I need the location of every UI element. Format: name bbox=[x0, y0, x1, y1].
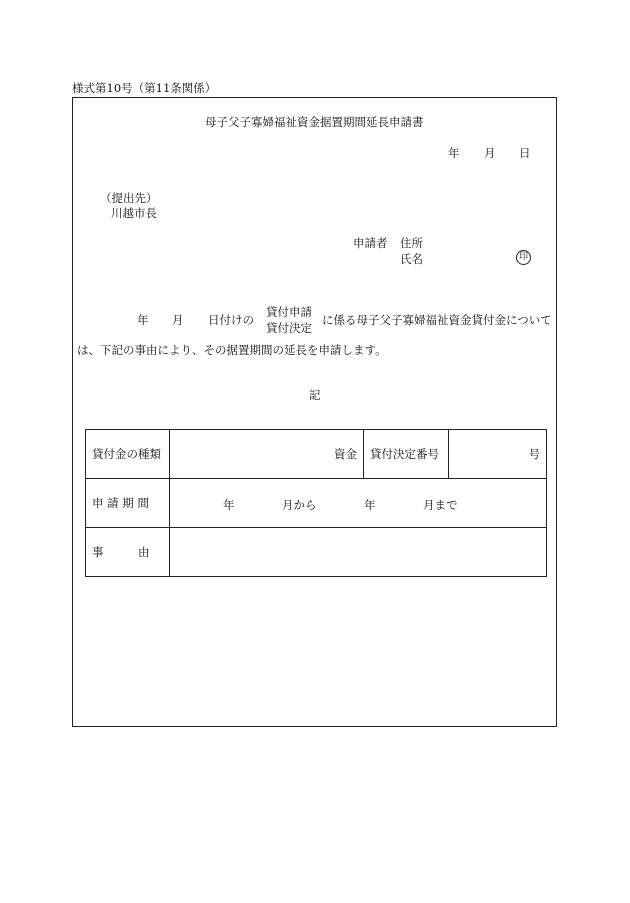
reason-label: 事 由 bbox=[86, 528, 170, 577]
body-date-suffix: 日付けの bbox=[208, 313, 254, 327]
application-table bbox=[85, 429, 547, 577]
period-from: 月から bbox=[282, 498, 317, 512]
ki-heading: 記 bbox=[309, 388, 321, 402]
table-row bbox=[86, 430, 547, 479]
period-label-text: 申 請 期 間 bbox=[92, 496, 149, 510]
applicant-label: 申請者 bbox=[353, 236, 388, 250]
body-line2: は、下記の事由により、その据置期間の延長を申請します。 bbox=[77, 343, 387, 357]
date-day: 日 bbox=[519, 146, 531, 160]
period-year2: 年 bbox=[364, 498, 376, 512]
reason-field[interactable] bbox=[170, 528, 547, 577]
body-year: 年 bbox=[137, 313, 149, 327]
period-year1: 年 bbox=[223, 498, 235, 512]
table-row bbox=[86, 479, 547, 528]
loan-type-field[interactable]: 資金 bbox=[170, 430, 364, 479]
recipient-label: （提出先） bbox=[100, 191, 158, 205]
table-row bbox=[86, 528, 547, 577]
recipient-name: 川越市長 bbox=[111, 206, 157, 220]
option-loan-decision: 貸付決定 bbox=[266, 321, 312, 335]
period-field[interactable] bbox=[170, 479, 547, 528]
form-title: 母子父子寡婦福祉資金据置期間延長申請書 bbox=[205, 115, 424, 129]
address-label: 住所 bbox=[400, 236, 423, 250]
decision-number-field[interactable]: 号 bbox=[449, 430, 547, 479]
period-label bbox=[86, 479, 170, 528]
loan-type-label: 貸付金の種類 bbox=[86, 430, 170, 479]
form-id: 様式第10号（第11条関係） bbox=[72, 81, 217, 95]
name-label: 氏名 bbox=[400, 252, 423, 266]
body-line1-rest: に係る母子父子寡婦福祉資金貸付金について bbox=[322, 313, 552, 327]
period-to: 月まで bbox=[423, 498, 458, 512]
option-loan-application: 貸付申請 bbox=[266, 305, 312, 319]
decision-number-label: 貸付決定番号 bbox=[364, 430, 449, 479]
date-month: 月 bbox=[484, 146, 496, 160]
body-month: 月 bbox=[172, 313, 184, 327]
date-year: 年 bbox=[448, 146, 460, 160]
seal-mark: 印 bbox=[516, 250, 531, 265]
